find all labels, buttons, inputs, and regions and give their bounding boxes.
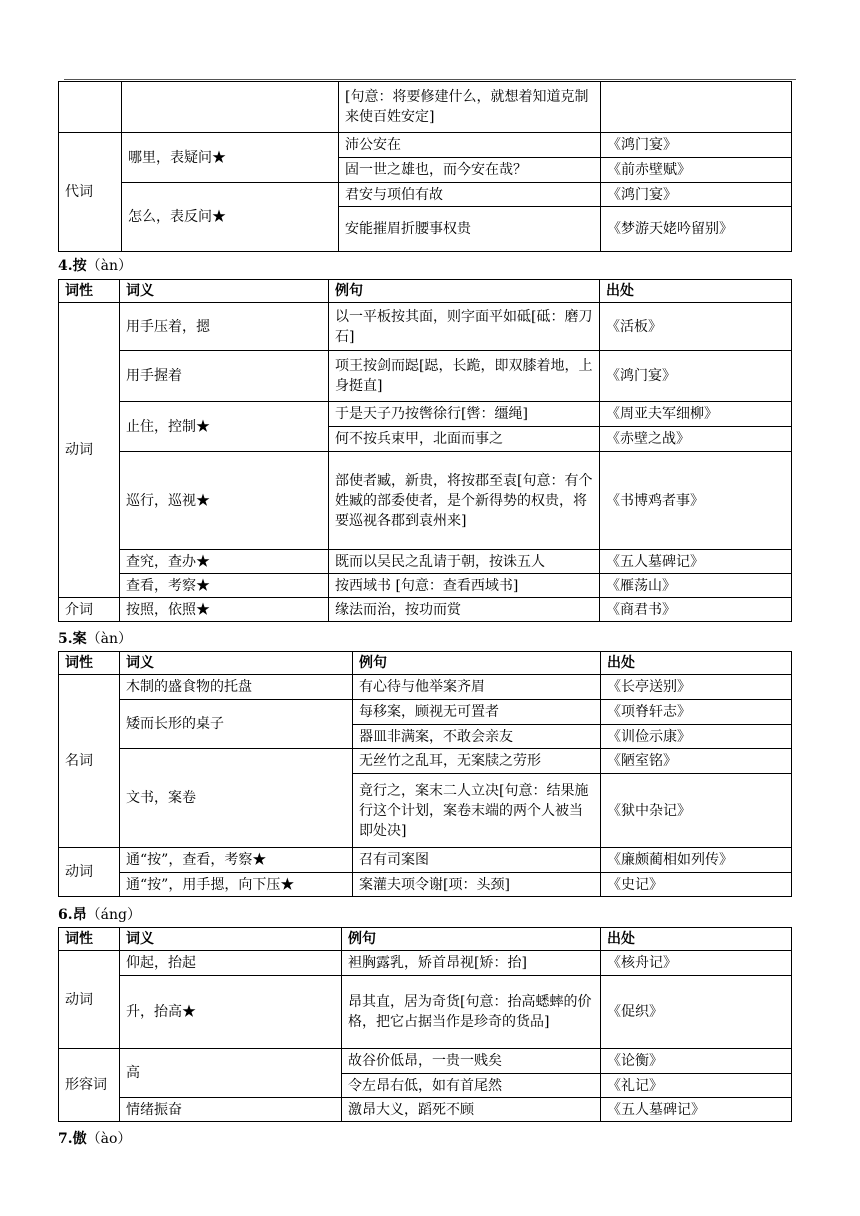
- table-header-row: [59, 280, 792, 303]
- source-cell: 《训俭示康》: [601, 725, 792, 749]
- source-cell: 《鸿门宴》: [601, 133, 792, 158]
- header-example: 例句: [342, 928, 601, 951]
- example-cell: 固一世之雄也，而今安在哉？: [339, 158, 601, 183]
- sense-cell: 文书，案卷: [120, 749, 353, 848]
- source-cell: 《前赤壁赋》: [601, 158, 792, 183]
- header-pos: 词性: [59, 928, 120, 951]
- example-cell: 令左昂右低，如有首尾然: [342, 1074, 601, 1098]
- header-pos: 词性: [59, 652, 120, 675]
- table-row: [59, 351, 792, 402]
- header-sense: 词义: [120, 652, 353, 675]
- sense-cell: 用手握着: [120, 351, 329, 402]
- example-cell: 昂其直，居为奇货[句意：抬高蟋蟀的价格，把它占据当作是珍奇的货品]: [342, 976, 601, 1049]
- source-cell: 《活板》: [600, 303, 792, 351]
- header-example: 例句: [353, 652, 601, 675]
- sense-cell: 情绪振奋: [120, 1098, 342, 1122]
- source-cell: 《赤壁之战》: [600, 427, 792, 452]
- example-cell: 故谷价低昂，一贵一贱矣: [342, 1049, 601, 1074]
- header-sense: 词义: [120, 928, 342, 951]
- source-cell: 《长亭送别》: [601, 675, 792, 700]
- table-row: [59, 303, 792, 351]
- example-cell: 安能摧眉折腰事权贵: [339, 207, 601, 252]
- header-source: 出处: [601, 928, 792, 951]
- table-header-row: [59, 928, 792, 951]
- table-row: [59, 976, 792, 1049]
- table-row: [59, 951, 792, 976]
- table-row: [59, 574, 792, 598]
- example-cell: 无丝竹之乱耳，无案牍之劳形: [353, 749, 601, 774]
- header-source: 出处: [600, 280, 792, 303]
- example-cell: 以一平板按其面，则字面平如砥[砥：磨刀石]: [329, 303, 600, 351]
- source-cell: 《雁荡山》: [600, 574, 792, 598]
- table-row: [59, 675, 792, 700]
- an-table-table: [58, 651, 792, 897]
- source-cell: 《五人墓碑记》: [601, 1098, 792, 1122]
- example-cell: 召有司案图: [353, 848, 601, 873]
- pos-cell: 介词: [59, 598, 120, 622]
- sense-cell: 止住，控制★: [120, 402, 329, 452]
- sense-cell: 矮而长形的桌子: [120, 700, 353, 749]
- section-heading-an-press: 4.按（àn）: [58, 258, 132, 274]
- sense-cell: 用手压着，摁: [120, 303, 329, 351]
- sense-cell: 查究，查办★: [120, 550, 329, 574]
- section-heading-an-table: 5.案（àn）: [58, 631, 132, 647]
- table-row: [59, 598, 792, 622]
- source-cell: 《礼记》: [601, 1074, 792, 1098]
- example-cell: 每移案，顾视无可置者: [353, 700, 601, 725]
- source-cell: 《廉颇蔺相如列传》: [601, 848, 792, 873]
- example-cell: [句意：将要修建什么，就想着知道克制来使百姓安定]: [339, 82, 601, 133]
- sense-cell: [122, 82, 339, 133]
- sense-cell: 查看，考察★: [120, 574, 329, 598]
- table-header-row: [59, 652, 792, 675]
- source-cell: 《五人墓碑记》: [600, 550, 792, 574]
- example-cell: 器皿非满案，不敢会亲友: [353, 725, 601, 749]
- table-row: [59, 183, 792, 207]
- table-row: [59, 749, 792, 774]
- sense-cell: 哪里，表疑问★: [122, 133, 339, 183]
- source-cell: 《论衡》: [601, 1049, 792, 1074]
- source-cell: 《梦游天姥吟留别》: [601, 207, 792, 252]
- header-source: 出处: [601, 652, 792, 675]
- pos-cell: 动词: [59, 848, 120, 897]
- pos-cell: [59, 82, 122, 133]
- source-cell: 《陋室铭》: [601, 749, 792, 774]
- sense-cell: 升，抬高★: [120, 976, 342, 1049]
- example-cell: 沛公安在: [339, 133, 601, 158]
- source-cell: 《商君书》: [600, 598, 792, 622]
- sense-cell: 通“按”，查看，考察★: [120, 848, 353, 873]
- sense-cell: 怎么，表反问★: [122, 183, 339, 252]
- sense-cell: 巡行，巡视★: [120, 452, 329, 550]
- source-cell: 《史记》: [601, 873, 792, 897]
- example-cell: 缘法而治，按功而赏: [329, 598, 600, 622]
- table-row: [59, 550, 792, 574]
- pos-cell: 动词: [59, 951, 120, 1049]
- example-cell: 何不按兵束甲，北面而事之: [329, 427, 600, 452]
- sense-cell: 仰起，抬起: [120, 951, 342, 976]
- table-row: [59, 1049, 792, 1074]
- pos-cell: 形容词: [59, 1049, 120, 1122]
- example-cell: 部使者臧，新贵，将按郡至袁[句意：有个姓臧的部委使者，是个新得势的权贵，将要巡视各郡到袁州来]: [329, 452, 600, 550]
- source-cell: [601, 82, 792, 133]
- source-cell: 《书博鸡者事》: [600, 452, 792, 550]
- table-row: [59, 402, 792, 427]
- table-row: [59, 700, 792, 725]
- source-cell: 《核舟记》: [601, 951, 792, 976]
- source-cell: 《促织》: [601, 976, 792, 1049]
- example-cell: 既而以吴民之乱请于朝，按诛五人: [329, 550, 600, 574]
- example-cell: 袒胸露乳，矫首昂视[矫：抬]: [342, 951, 601, 976]
- section-heading-ao: 7.傲（ào）: [58, 1131, 132, 1147]
- sense-cell: 高: [120, 1049, 342, 1098]
- example-cell: 项王按剑而跽[跽，长跪，即双膝着地，上身挺直]: [329, 351, 600, 402]
- an-press-table: [58, 279, 792, 622]
- example-cell: 竟行之，案末二人立决[句意：结果施行这个计划，案卷末端的两个人被当即处决]: [353, 774, 601, 848]
- table-row: [59, 1098, 792, 1122]
- header-sense: 词义: [120, 280, 329, 303]
- example-cell: 有心待与他举案齐眉: [353, 675, 601, 700]
- top-rule: [64, 79, 796, 80]
- table-row: [59, 873, 792, 897]
- source-cell: 《狱中杂记》: [601, 774, 792, 848]
- sense-cell: 通“按”，用手摁，向下压★: [120, 873, 353, 897]
- table-row: [59, 452, 792, 550]
- source-cell: 《鸿门宴》: [601, 183, 792, 207]
- sense-cell: 木制的盛食物的托盘: [120, 675, 353, 700]
- source-cell: 《周亚夫军细柳》: [600, 402, 792, 427]
- continuation-table: [58, 81, 792, 252]
- source-cell: 《项脊轩志》: [601, 700, 792, 725]
- table-row: [59, 133, 792, 158]
- pos-cell: 代词: [59, 133, 122, 252]
- example-cell: 于是天子乃按辔徐行[辔：缰绳]: [329, 402, 600, 427]
- section-heading-ang: 6.昂（áng）: [58, 907, 141, 923]
- pos-cell: 名词: [59, 675, 120, 848]
- pos-cell: 动词: [59, 303, 120, 598]
- header-pos: 词性: [59, 280, 120, 303]
- example-cell: 案灌夫项令谢[项：头颈]: [353, 873, 601, 897]
- table-row: [59, 848, 792, 873]
- ang-table: [58, 927, 792, 1122]
- source-cell: 《鸿门宴》: [600, 351, 792, 402]
- table-row: [59, 82, 792, 133]
- header-example: 例句: [329, 280, 600, 303]
- sense-cell: 按照，依照★: [120, 598, 329, 622]
- example-cell: 君安与项伯有故: [339, 183, 601, 207]
- example-cell: 激昂大义，蹈死不顾: [342, 1098, 601, 1122]
- example-cell: 按西域书 [句意：查看西域书]: [329, 574, 600, 598]
